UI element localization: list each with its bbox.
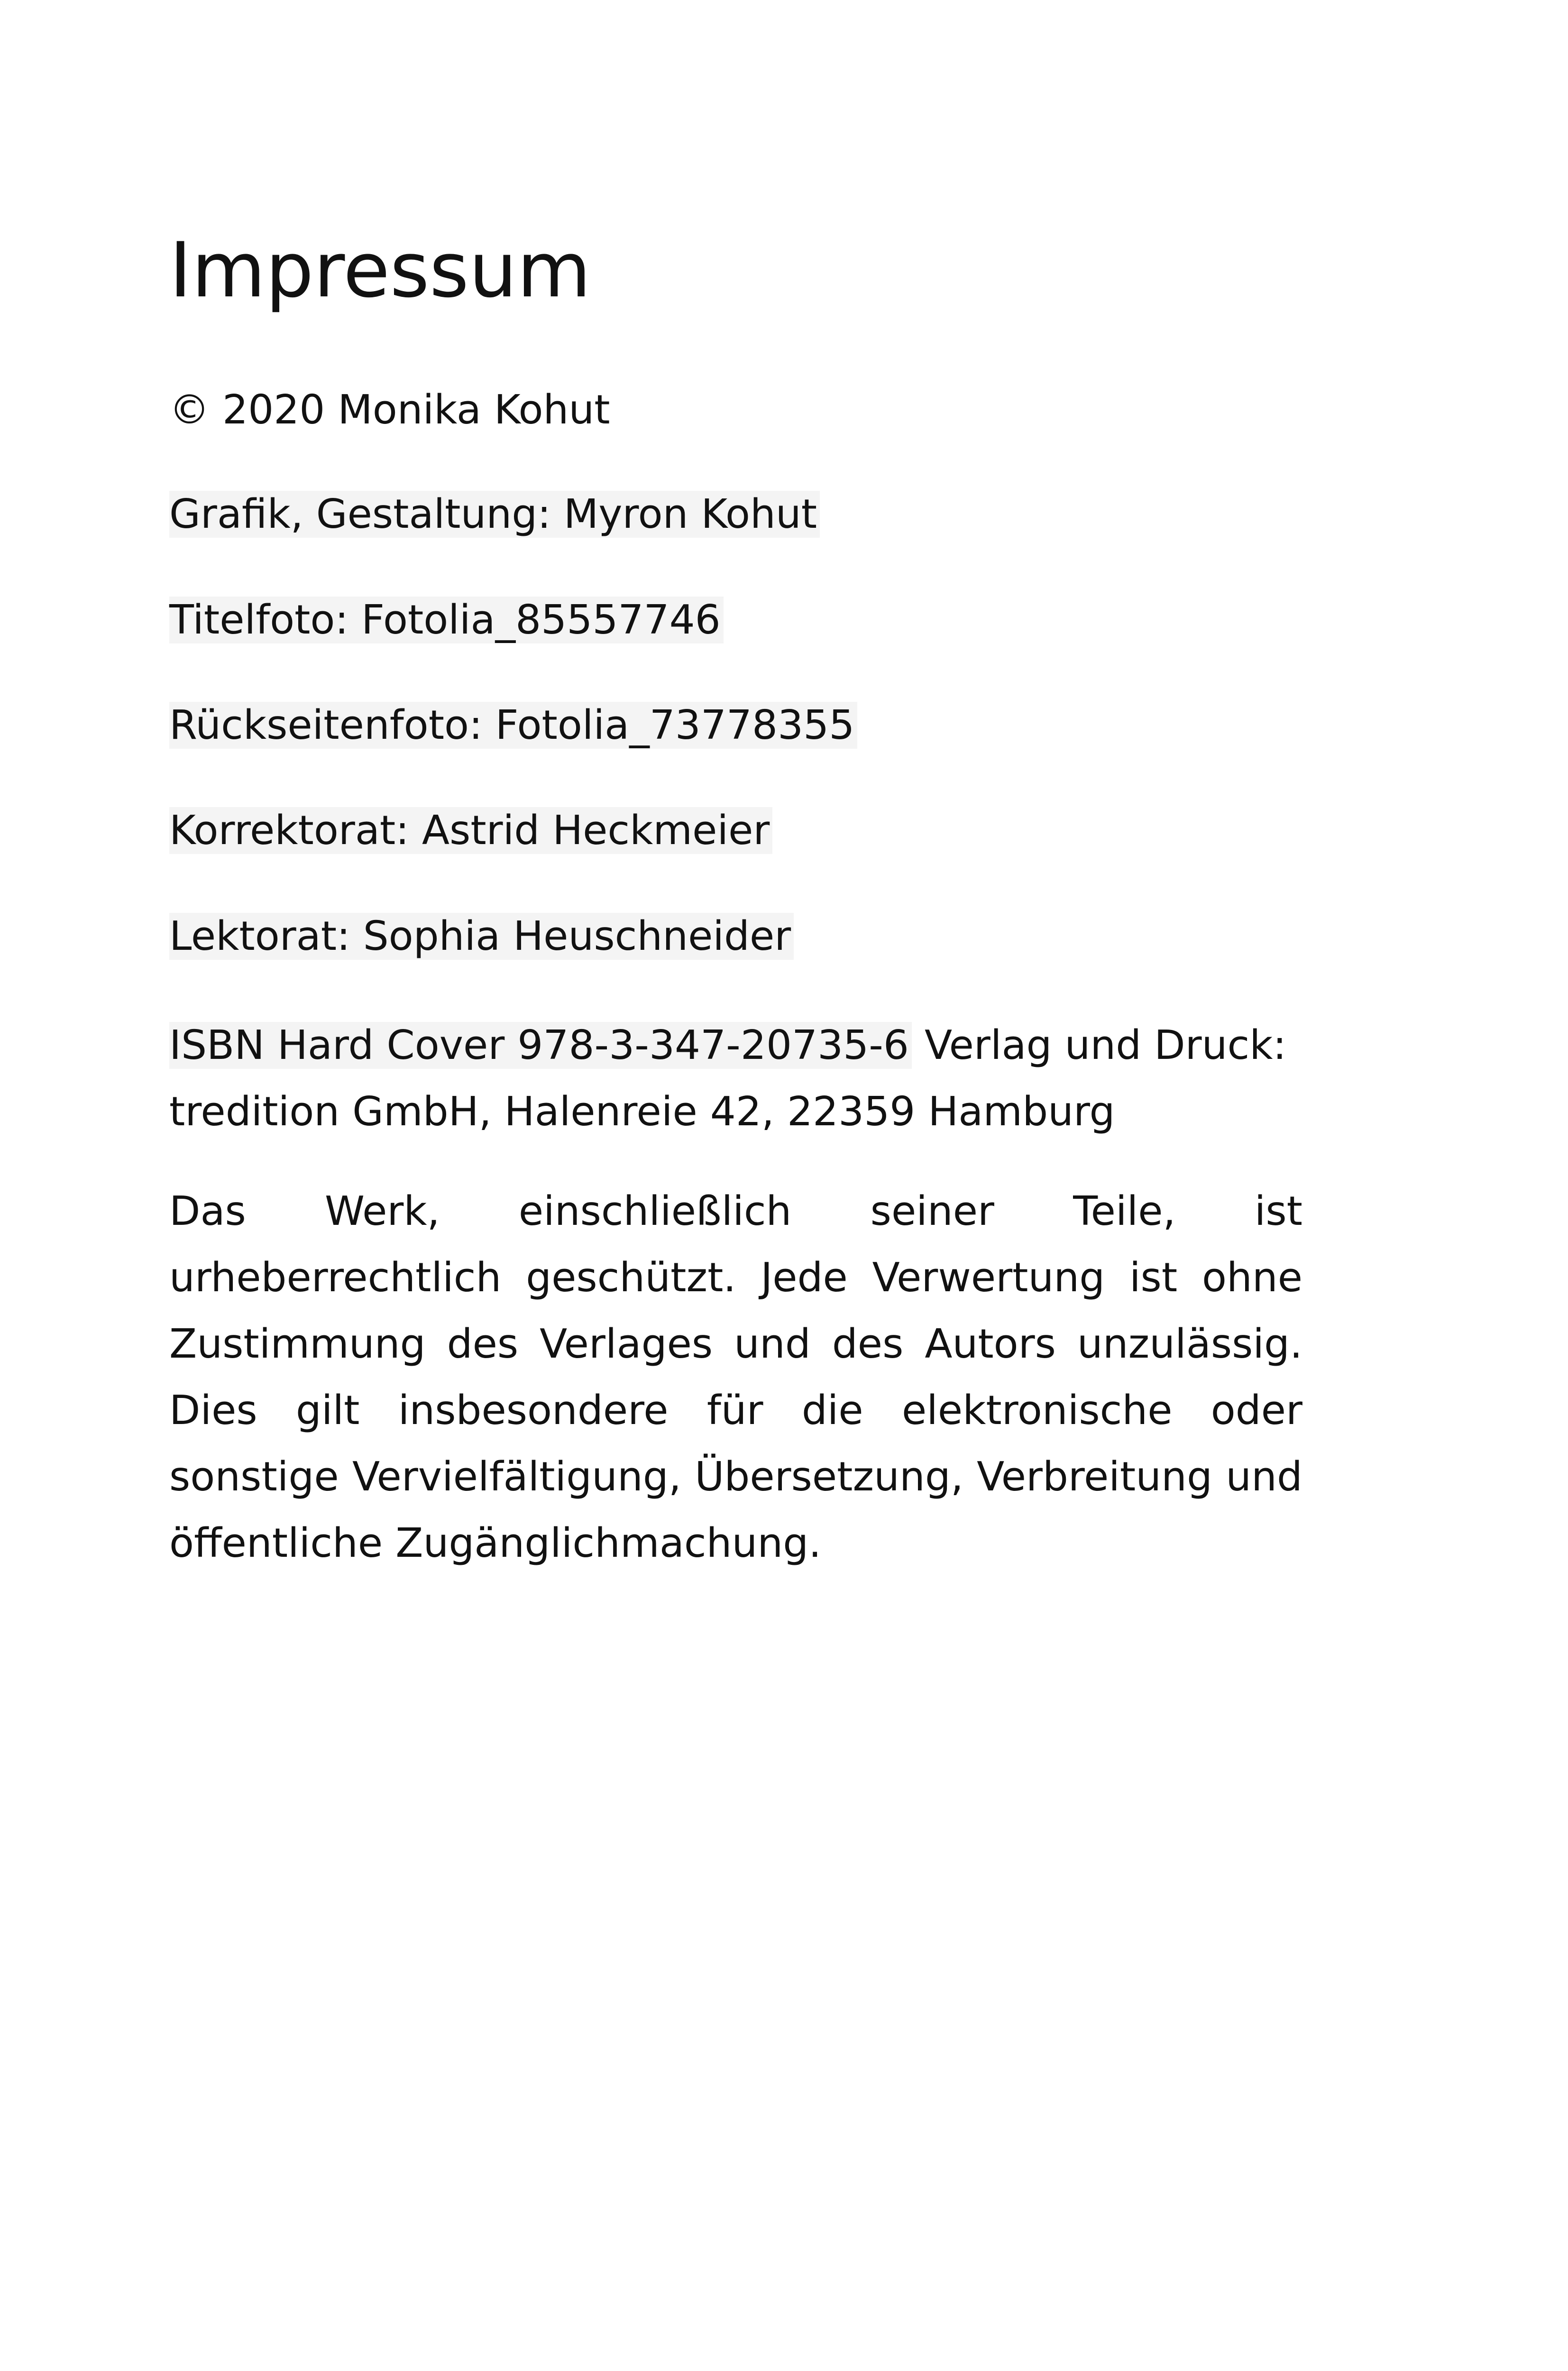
credit-lektorat-text: Lektorat: Sophia Heuschneider	[169, 913, 794, 960]
isbn-text: ISBN Hard Cover 978-3-347-20735-6	[169, 1022, 912, 1069]
publisher-text: Verlag und Druck: tredition GmbH, Halenreie 42, 22359 Hamburg	[169, 1022, 1287, 1135]
copyright-notice: Das Werk, einschließlich seiner Teile, ist urheberrechtlich geschützt. Jede Verwertung ist ohne Zustimmung des Verlages und des Autors unzulässig. Dies gilt insbesondere für die elektronische oder sonstige Vervielfältigung, Übersetzung, Verbreitung und öffentliche Zugänglichmachung.	[169, 1188, 1302, 1567]
credit-titelfoto-text: Titelfoto: Fotolia_85557746	[169, 597, 724, 643]
copyright-line	[169, 382, 610, 439]
credit-rueckseitenfoto-text: Rückseitenfoto: Fotolia_73778355	[169, 702, 857, 749]
isbn-publisher-block	[169, 1012, 1302, 1145]
credit-korrektorat	[169, 802, 772, 859]
copyright-text: © 2020 Monika Kohut	[169, 386, 610, 433]
credit-titelfoto	[169, 592, 724, 649]
credit-lektorat	[169, 908, 794, 965]
credit-grafik-text: Grafik, Gestaltung: Myron Kohut	[169, 491, 820, 538]
credit-korrektorat-text: Korrektorat: Astrid Heckmeier	[169, 807, 772, 854]
page-title: Impressum	[169, 226, 591, 314]
credit-rueckseitenfoto	[169, 697, 857, 754]
credit-grafik	[169, 486, 820, 543]
